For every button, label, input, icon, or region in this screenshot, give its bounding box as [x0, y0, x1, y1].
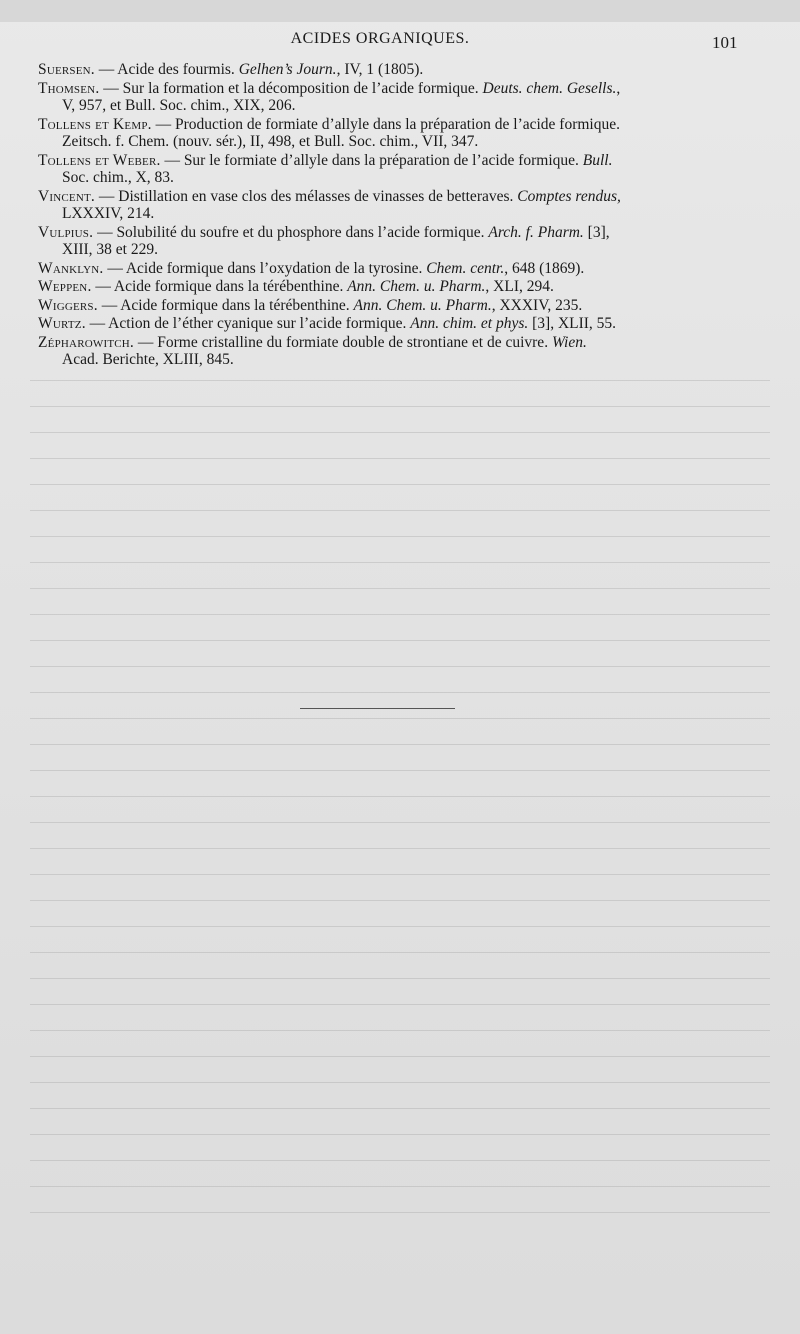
reference-text: — Forme cristalline du formiate double de strontiane et de cuivre. [137, 333, 552, 351]
reference-continuation: V, 957, et Bull. Soc. chim., XIX, 206. [62, 97, 296, 114]
reference-list [38, 61, 738, 370]
reference-entry [38, 152, 738, 187]
reference-text: — Action de l’éther cyanique sur l’acide formique. [89, 315, 411, 332]
reference-author: Thomsen. [38, 79, 100, 97]
reference-source: Chem. centr. [426, 259, 505, 277]
reference-text: — Sur le formiate d’allyle dans la préparation de l’acide formique. [164, 151, 583, 169]
reference-entry [38, 334, 738, 369]
reference-source: Ann. chim. et phys. [410, 315, 529, 332]
reference-tail: [3], [583, 223, 610, 241]
reference-text: — Distillation en vase clos des mélasses de vinasses de betteraves. [98, 187, 518, 205]
reference-continuation: Acad. Berichte, XLIII, 845. [62, 351, 234, 368]
reference-author: Wurtz. [38, 315, 86, 332]
reference-entry [38, 61, 738, 79]
reference-entry [38, 116, 738, 151]
page-top-edge [0, 0, 800, 22]
reference-author: Weppen. [38, 278, 92, 295]
reference-author: Wiggers. [38, 296, 98, 314]
reference-entry [38, 315, 738, 333]
running-title: ACIDES ORGANIQUES. [290, 30, 470, 47]
reference-entry [38, 224, 738, 259]
reference-continuation: LXXXIV, 214. [62, 205, 155, 222]
reference-tail: , [616, 79, 621, 97]
reference-author: Suersen. [38, 61, 95, 78]
section-divider-rule [300, 708, 455, 709]
reference-source: Bull. [582, 151, 613, 169]
reference-author: Tollens et Weber. [38, 151, 161, 169]
reference-source: Ann. Chem. u. Pharm. [347, 278, 486, 295]
reference-source: Wien. [551, 333, 587, 351]
reference-entry [38, 260, 738, 278]
reference-tail: , IV, 1 (1805). [336, 61, 424, 78]
reference-text: — Sur la formation et la décomposition de l’acide formique. [103, 79, 483, 97]
reference-source: Gelhen’s Journ. [238, 61, 337, 78]
reference-source: Arch. f. Pharm. [488, 223, 584, 241]
reference-text: — Acide formique dans la térébenthine. [95, 278, 348, 295]
bleed-through-texture [30, 380, 770, 1280]
reference-source: Comptes rendus, [517, 187, 621, 205]
reference-tail: , XXXIV, 235. [491, 296, 583, 314]
reference-text: — Acide formique dans l’oxydation de la tyrosine. [107, 259, 427, 277]
reference-text: — Acide formique dans la térébenthine. [101, 296, 354, 314]
reference-entry [38, 297, 738, 315]
reference-tail: , XLI, 294. [485, 278, 554, 295]
reference-text: — Solubilité du soufre et du phosphore dans l’acide formique. [97, 223, 489, 241]
reference-continuation: XIII, 38 et 229. [62, 241, 158, 258]
reference-continuation: Zeitsch. f. Chem. (nouv. sér.), II, 498, et Bull. Soc. chim., VII, 347. [62, 133, 479, 150]
reference-continuation: Soc. chim., X, 83. [62, 169, 174, 186]
reference-entry [38, 80, 738, 115]
reference-text: — Production de formiate d’allyle dans la préparation de l’acide formique. [155, 115, 620, 133]
reference-author: Wanklyn. [38, 259, 104, 277]
reference-author: Vincent. [38, 187, 95, 205]
page-number: 101 [712, 33, 738, 52]
reference-entry [38, 188, 738, 223]
reference-source: Deuts. chem. Gesells. [482, 79, 617, 97]
reference-source: Ann. Chem. u. Pharm. [353, 296, 492, 314]
reference-author: Tollens et Kemp. [38, 115, 152, 133]
reference-author: Vulpius. [38, 223, 94, 241]
reference-tail: [3], XLII, 55. [528, 315, 617, 332]
reference-text: — Acide des fourmis. [98, 61, 239, 78]
reference-author: Zépharowitch. [38, 333, 134, 351]
reference-tail: , 648 (1869). [504, 259, 585, 277]
reference-entry [38, 278, 738, 296]
